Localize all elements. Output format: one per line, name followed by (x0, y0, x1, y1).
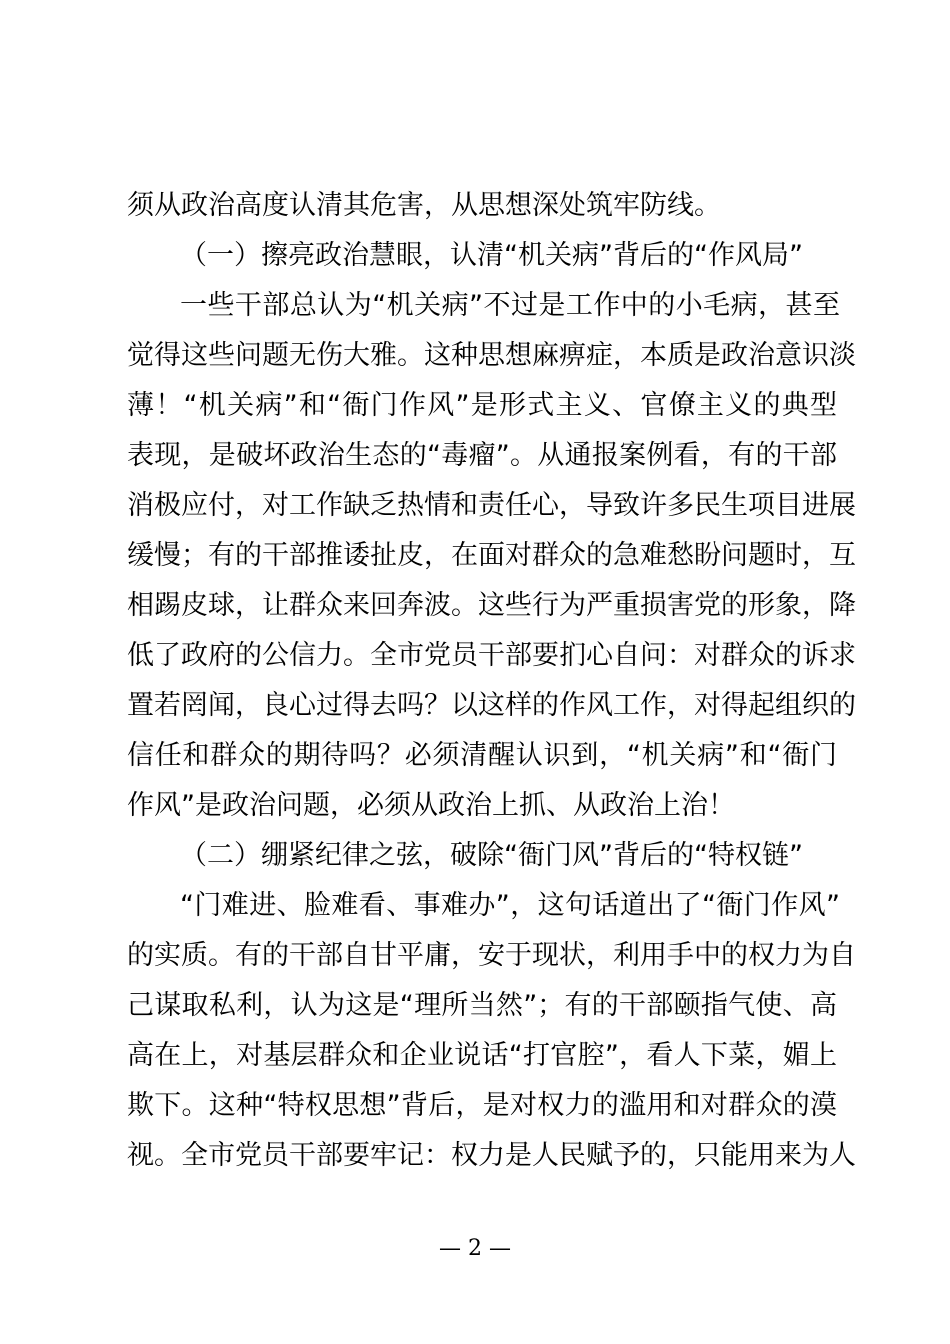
body-text-line: 表现，是破坏政治生态的“毒瘤”。从通报案例看，有的干部 (127, 440, 837, 471)
body-text-line: 置若罔闻，良心过得去吗？以这样的作风工作，对得起组织的 (127, 690, 856, 721)
body-text-line: 相踢皮球，让群众来回奔波。这些行为严重损害党的形象，降 (127, 590, 856, 621)
body-text-line: 的实质。有的干部自甘平庸，安于现状，利用手中的权力为自 (127, 940, 856, 971)
section-heading-2: （二）绷紧纪律之弦，破除“衙门风”背后的“特权链” (180, 840, 803, 871)
body-text-line: 作风”是政治问题，必须从政治上抓、从政治上治！ (127, 790, 735, 821)
page-number: — 2 — (439, 1236, 511, 1261)
body-text-line: 缓慢；有的干部推诿扯皮，在面对群众的急难愁盼问题时，互 (127, 540, 856, 571)
body-text-line: 觉得这些问题无伤大雅。这种思想麻痹症，本质是政治意识淡 (127, 340, 856, 371)
body-text-line: 须从政治高度认清其危害，从思想深处筑牢防线。 (127, 190, 721, 221)
paragraph-first-line: 一些干部总认为“机关病”不过是工作中的小毛病，甚至 (180, 290, 840, 321)
body-text-line: 视。全市党员干部要牢记：权力是人民赋予的，只能用来为人 (127, 1140, 856, 1171)
body-text-line: 己谋取私利，认为这是“理所当然”；有的干部颐指气使、高 (127, 990, 837, 1021)
body-text-line: 薄！“机关病”和“衙门作风”是形式主义、官僚主义的典型 (127, 390, 837, 421)
body-text-line: 低了政府的公信力。全市党员干部要扪心自问：对群众的诉求 (127, 640, 856, 671)
body-text-line: 信任和群众的期待吗？必须清醒认识到，“机关病”和“衙门 (127, 740, 837, 771)
body-text-line: 高在上，对基层群众和企业说话“打官腔”，看人下菜，媚上 (127, 1040, 837, 1071)
body-text-line: 欺下。这种“特权思想”背后，是对权力的滥用和对群众的漠 (127, 1090, 837, 1121)
section-heading-1: （一）擦亮政治慧眼，认清“机关病”背后的“作风局” (180, 240, 803, 271)
paragraph-first-line: “门难进、脸难看、事难办”，这句话道出了“衙门作风” (180, 890, 840, 921)
body-text-line: 消极应付，对工作缺乏热情和责任心，导致许多民生项目进展 (127, 490, 856, 521)
